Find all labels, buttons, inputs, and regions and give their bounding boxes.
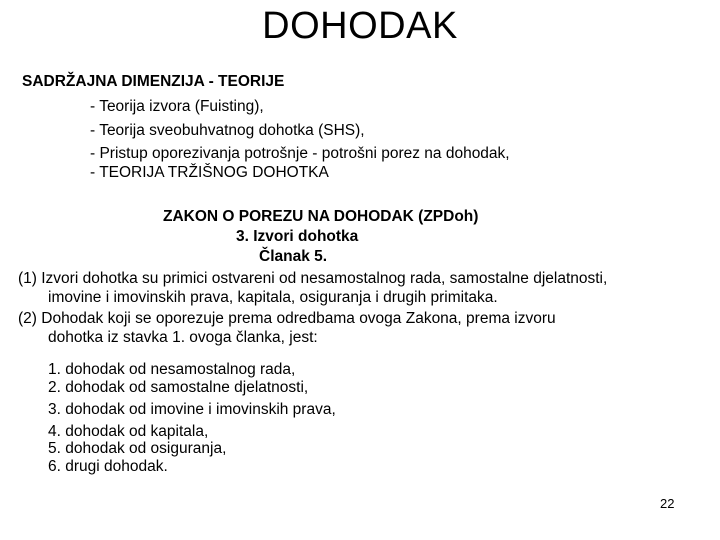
paragraph-1-line-2: imovine i imovinskih prava, kapitala, osiguranja i drugih primitaka. [48,289,498,306]
income-type-item: 2. dohodak od samostalne djelatnosti, [48,379,309,396]
paragraph-1-line-1: (1) Izvori dohotka su primici ostvareni od nesamostalnog rada, samostalne djelatnosti, [18,270,608,287]
income-type-item: 6. drugi dohodak. [48,458,168,475]
income-type-item: 4. dohodak od kapitala, [48,423,209,440]
law-article: Članak 5. [259,248,328,265]
income-type-item: 5. dohodak od osiguranja, [48,440,227,457]
slide-title: DOHODAK [262,5,458,47]
section-heading: SADRŽAJNA DIMENZIJA - TEORIJE [22,73,285,90]
paragraph-2-line-2: dohotka iz stavka 1. ovoga članka, jest: [48,329,318,346]
law-chapter: 3. Izvori dohotka [236,228,359,245]
theory-item: - Pristup oporezivanja potrošnje - potrošni porez na dohodak, [90,145,510,162]
theory-item: - Teorija sveobuhvatnog dohotka (SHS), [90,122,365,139]
theory-item: - Teorija izvora (Fuisting), [90,98,264,115]
law-title: ZAKON O POREZU NA DOHODAK (ZPDoh) [163,208,479,225]
paragraph-2-line-1: (2) Dohodak koji se oporezuje prema odredbama ovoga Zakona, prema izvoru [18,310,556,327]
income-type-item: 1. dohodak od nesamostalnog rada, [48,361,296,378]
page-number: 22 [660,496,675,511]
theory-item: - TEORIJA TRŽIŠNOG DOHOTKA [90,164,329,181]
income-type-item: 3. dohodak od imovine i imovinskih prava, [48,401,336,418]
